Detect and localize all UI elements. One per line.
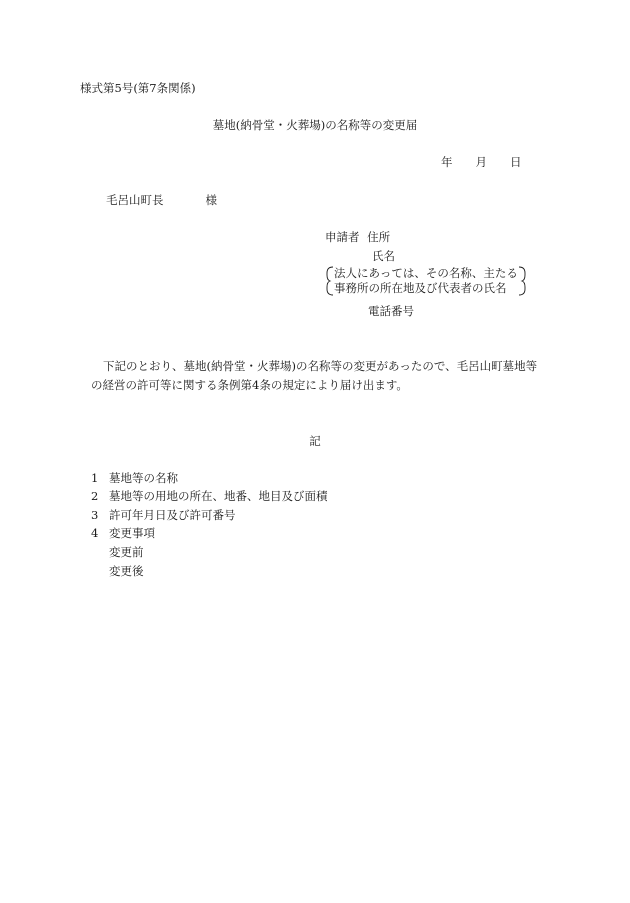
- sub-item-before: 変更前: [109, 545, 144, 559]
- item-label-cemetery-name: 墓地等の名称: [109, 471, 178, 485]
- date-month-label: 月: [475, 155, 487, 169]
- ki-heading: 記: [309, 434, 321, 448]
- corporate-note-line2: 事務所の所在地及び代表者の氏名: [334, 281, 507, 295]
- document-title: 墓地(納骨堂・火葬場)の名称等の変更届: [212, 118, 418, 132]
- item-label-permit: 許可年月日及び許可番号: [109, 508, 236, 522]
- date-day-label: 日: [510, 155, 522, 169]
- recipient-honorific: 様: [205, 193, 217, 207]
- item-number: 3: [91, 508, 99, 522]
- recipient-name: 毛呂山町長: [106, 193, 164, 207]
- date-year-label: 年: [441, 155, 453, 169]
- date-line: [441, 157, 522, 169]
- body-text-line1: 下記のとおり、墓地(納骨堂・火葬場)の名称等の変更があったので、毛呂山町墓地等: [103, 359, 538, 373]
- item-number: 2: [91, 489, 99, 503]
- recipient: [106, 195, 217, 207]
- item-number: 1: [91, 471, 99, 485]
- applicant-label: 申請者: [325, 230, 360, 244]
- corporate-note: [326, 266, 526, 294]
- applicant-address-label: 住所: [367, 230, 391, 244]
- corporate-note-line1: 法人にあっては、その名称、主たる: [334, 266, 518, 280]
- item-number: 4: [91, 526, 99, 540]
- item-label-changes: 変更事項: [109, 526, 155, 540]
- form-number: 様式第5号(第7条関係): [80, 81, 196, 95]
- applicant-phone-label: 電話番号: [368, 304, 414, 318]
- item-label-land-details: 墓地等の用地の所在、地番、地目及び面積: [109, 489, 328, 503]
- applicant-address-line: [325, 232, 390, 244]
- applicant-name-label: 氏名: [372, 249, 395, 263]
- body-text-line2: の経営の許可等に関する条例第4条の規定により届け出ます。: [91, 378, 408, 392]
- sub-item-after: 変更後: [109, 564, 144, 578]
